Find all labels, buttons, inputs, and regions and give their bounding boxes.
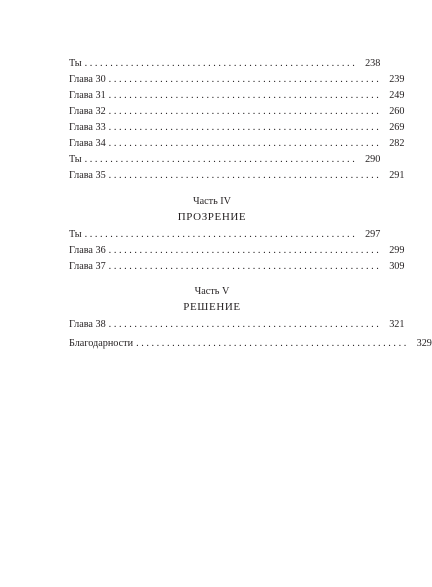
dot-leader: .....................................................	[84, 58, 358, 69]
toc-entry-acknowledgments	[69, 336, 432, 352]
part-title: ПРОЗРЕНИЕ	[177, 211, 247, 223]
toc-entry-page: 321	[381, 317, 404, 333]
dot-leader: .....................................................	[108, 261, 382, 272]
toc-entry-page: 299	[381, 243, 404, 259]
toc-entry-page: 290	[357, 152, 380, 168]
toc-entry	[69, 88, 405, 104]
dot-leader: .....................................................	[108, 74, 382, 85]
dot-leader: .....................................................	[108, 245, 382, 256]
toc-entry-page: 239	[381, 72, 404, 88]
toc-entry	[69, 72, 405, 88]
toc-entry-title: Ты	[69, 152, 85, 168]
toc-entry-title: Глава 32	[69, 104, 109, 120]
dot-leader: .....................................................	[108, 138, 382, 149]
toc-entry-title: Ты	[69, 56, 85, 72]
dot-leader: .....................................................	[108, 106, 382, 117]
toc-entry-page: 329	[409, 336, 432, 352]
toc-entry	[69, 243, 405, 259]
toc-entry-page: 282	[381, 136, 404, 152]
toc-entry	[69, 136, 405, 152]
dot-leader: .....................................................	[108, 170, 382, 181]
toc-entry-title: Глава 33	[69, 120, 109, 136]
dot-leader: .....................................................	[84, 154, 358, 165]
toc-entry	[69, 168, 405, 184]
toc-entry-title: Глава 35	[69, 168, 109, 184]
toc-entry-title: Благодарности	[69, 336, 136, 352]
dot-leader: .....................................................	[84, 229, 358, 240]
toc-entry-title: Глава 38	[69, 317, 109, 333]
toc-entry	[69, 317, 405, 333]
toc-entry-page: 291	[381, 168, 404, 184]
toc-entry-title: Глава 31	[69, 88, 109, 104]
part-label: Часть IV	[192, 196, 232, 207]
toc-entry-page: 260	[381, 104, 404, 120]
part-title: РЕШЕНИЕ	[183, 301, 241, 313]
toc-entry	[69, 259, 405, 275]
toc-entry	[69, 152, 381, 168]
toc-entry-title: Глава 34	[69, 136, 109, 152]
toc-entry	[69, 120, 405, 136]
toc-entry-title: Глава 36	[69, 243, 109, 259]
dot-leader: .....................................................	[136, 338, 409, 349]
toc-entry	[69, 56, 381, 72]
toc-entry-page: 269	[381, 120, 404, 136]
dot-leader: .....................................................	[108, 319, 382, 330]
toc-entry-title: Ты	[69, 227, 85, 243]
toc-entry-title: Глава 30	[69, 72, 109, 88]
part-label: Часть V	[194, 286, 230, 297]
toc-entry-page: 249	[381, 88, 404, 104]
dot-leader: .....................................................	[108, 122, 382, 133]
toc-entry	[69, 104, 405, 120]
dot-leader: .....................................................	[108, 90, 382, 101]
toc-entry	[69, 227, 381, 243]
toc-entry-page: 309	[381, 259, 404, 275]
toc-entry-page: 297	[357, 227, 380, 243]
toc-entry-title: Глава 37	[69, 259, 109, 275]
toc-entry-page: 238	[357, 56, 380, 72]
